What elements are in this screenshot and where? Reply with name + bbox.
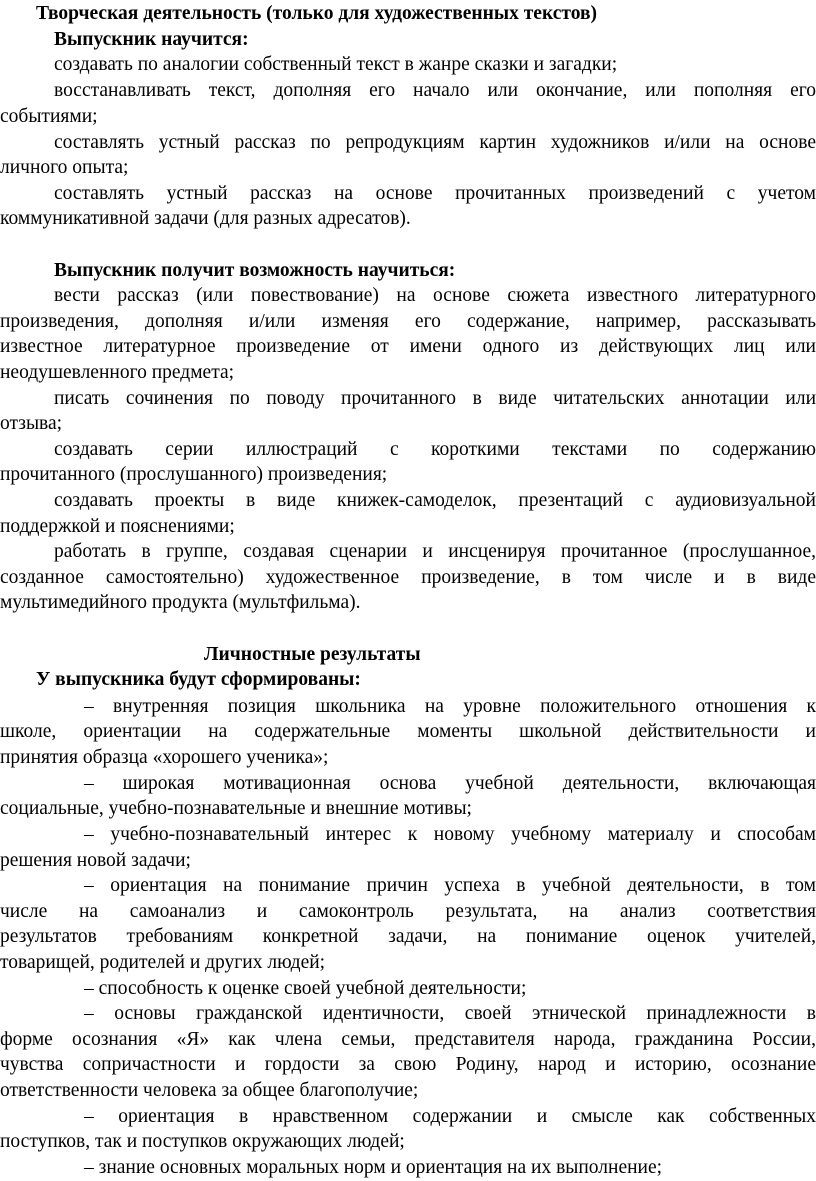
- opportunity-line: создавать серии иллюстраций с короткими текстами по содержанию: [54, 439, 816, 460]
- personal-item-line: школе, ориентации на содержательные моменты школьной действительности и: [0, 721, 816, 742]
- personal-item-line: – учебно-познавательный интерес к новому учебному материалу и способам: [84, 824, 816, 845]
- learns-line: составлять устный рассказ по репродукциям картин художников и/или на основе: [54, 132, 816, 153]
- personal-item-line: – широкая мотивационная основа учебной деятельности, включающая: [84, 773, 816, 794]
- personal-item-line: – внутренняя позиция школьника на уровне положительного отношения к: [84, 696, 816, 717]
- opportunity-line: произведения, дополняя и/или изменяя его содержание, например, рассказывать: [0, 311, 816, 332]
- learns-line: личного опыта;: [0, 157, 129, 178]
- personal-item-line: форме осознания «Я» как члена семьи, представителя народа, гражданина России,: [0, 1029, 816, 1050]
- personal-item-line: – способность к оценке своей учебной деятельности;: [84, 978, 527, 999]
- learns-line: восстанавливать текст, дополняя его начало или окончание, или пополняя его: [54, 80, 816, 101]
- personal-item-line: чувства сопричастности и гордости за свою Родину, народ и историю, осознание: [0, 1054, 816, 1075]
- personal-item-line: поступков, так и поступков окружающих людей;: [0, 1131, 405, 1152]
- opportunity-line: неодушевленного предмета;: [0, 362, 235, 383]
- section-heading-creative: Творческая деятельность (только для художественных текстов): [36, 3, 597, 24]
- personal-item-line: – основы гражданской идентичности, своей этнической принадлежности в: [84, 1003, 816, 1024]
- personal-item-line: – ориентация на понимание причин успеха в учебной деятельности, в том: [84, 875, 816, 896]
- opportunity-line: поддержкой и пояснениями;: [0, 516, 235, 537]
- personal-item-line: товарищей, родителей и других людей;: [0, 952, 326, 973]
- personal-item-line: – ориентация в нравственном содержании и смысле как собственных: [84, 1106, 816, 1127]
- learns-line: коммуникативной задачи (для разных адресатов).: [0, 208, 411, 229]
- opportunity-heading: Выпускник получит возможность научиться:: [54, 260, 456, 281]
- learns-line: составлять устный рассказ на основе прочитанных произведений с учетом: [54, 183, 816, 204]
- opportunity-line: созданное самостоятельно) художественное произведение, в том числе и в виде: [0, 567, 816, 588]
- section-heading-personal: Личностные результаты: [204, 644, 421, 665]
- personal-item-line: результатов требованиям конкретной задачи, на понимание оценок учителей,: [0, 926, 816, 947]
- opportunity-line: известное литературное произведение от имени одного из действующих лиц или: [0, 336, 816, 357]
- learns-line: событиями;: [0, 106, 98, 127]
- opportunity-line: отзыва;: [0, 413, 63, 434]
- personal-item-line: числе на самоанализ и самоконтроль результата, на анализ соответствия: [0, 901, 816, 922]
- opportunity-line: прочитанного (прослушанного) произведения;: [0, 464, 388, 485]
- personal-item-line: ответственности человека за общее благополучие;: [0, 1080, 419, 1101]
- opportunity-line: работать в группе, создавая сценарии и инсценируя прочитанное (прослушанное,: [54, 541, 816, 562]
- personal-subheading: У выпускника будут сформированы:: [36, 669, 361, 690]
- opportunity-line: писать сочинения по поводу прочитанного в виде читательских аннотации или: [54, 388, 816, 409]
- learns-heading: Выпускник научится:: [54, 29, 249, 50]
- opportunity-line: создавать проекты в виде книжек-самоделок, презентаций с аудиовизуальной: [54, 490, 816, 511]
- opportunity-line: мультимедийного продукта (мультфильма).: [0, 592, 361, 613]
- personal-item-line: – знание основных моральных норм и ориентация на их выполнение;: [84, 1157, 663, 1178]
- personal-item-line: принятия образца «хорошего ученика»;: [0, 747, 329, 768]
- opportunity-line: вести рассказ (или повествование) на основе сюжета известного литературного: [54, 285, 816, 306]
- learns-line: создавать по аналогии собственный текст в жанре сказки и загадки;: [54, 54, 618, 75]
- personal-item-line: социальные, учебно-познавательные и внешние мотивы;: [0, 798, 472, 819]
- personal-item-line: решения новой задачи;: [0, 850, 191, 871]
